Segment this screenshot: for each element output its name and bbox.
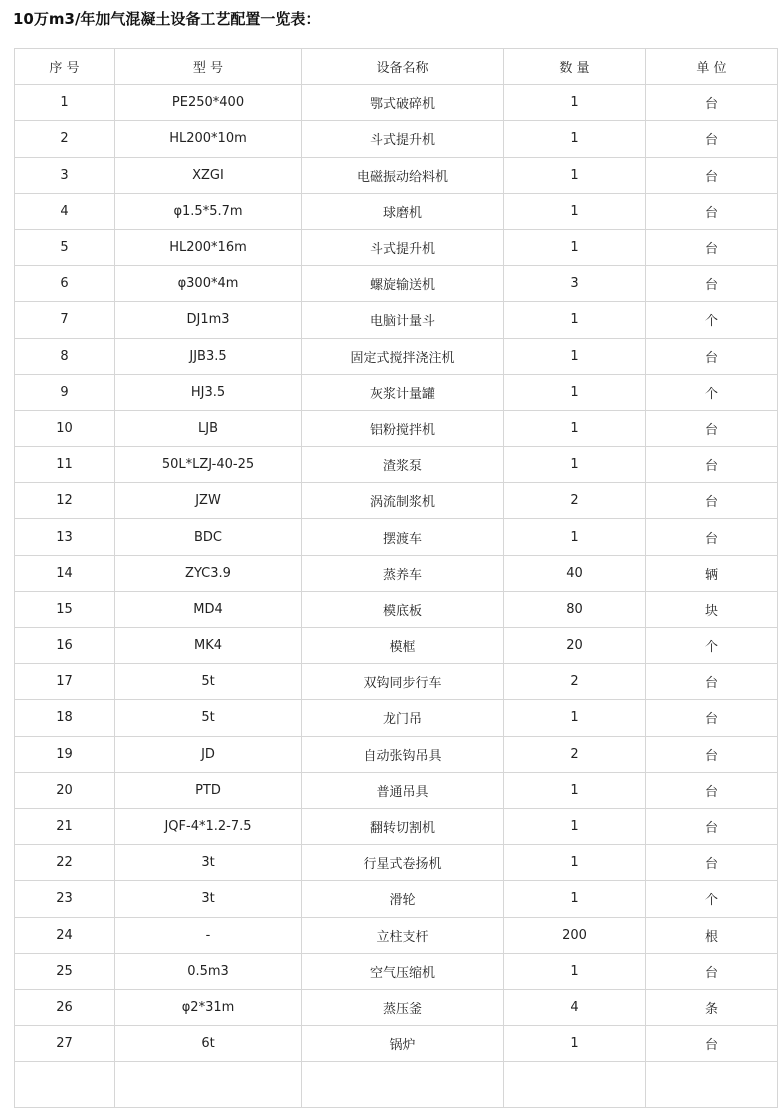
- cell-quantity: 1: [504, 845, 646, 881]
- cell-model: 0.5m3: [115, 953, 302, 989]
- cell-model: JZW: [115, 483, 302, 519]
- cell-quantity: 80: [504, 591, 646, 627]
- cell-quantity: 20: [504, 628, 646, 664]
- cell-unit: 台: [646, 1026, 778, 1062]
- cell-unit: 台: [646, 157, 778, 193]
- table-row: [15, 374, 778, 410]
- cell-quantity: 1: [504, 881, 646, 917]
- cell-unit: 台: [646, 193, 778, 229]
- cell-model: PTD: [115, 772, 302, 808]
- table-row: [15, 591, 778, 627]
- cell-unit: 台: [646, 229, 778, 265]
- cell-quantity: 1: [504, 1026, 646, 1062]
- cell-model: -: [115, 917, 302, 953]
- cell-quantity: 1: [504, 953, 646, 989]
- cell-quantity: 1: [504, 193, 646, 229]
- header-cell-model: 型 号: [115, 49, 302, 85]
- cell-index: 23: [15, 881, 115, 917]
- cell-quantity: 1: [504, 700, 646, 736]
- cell-quantity: 1: [504, 808, 646, 844]
- table-row: [15, 229, 778, 265]
- table-row: [15, 808, 778, 844]
- cell-model: φ300*4m: [115, 266, 302, 302]
- equipment-table: [14, 48, 778, 1108]
- cell-equipment-name: 滑轮: [302, 881, 504, 917]
- table-row: [15, 989, 778, 1025]
- cell-index: 13: [15, 519, 115, 555]
- header-cell-quantity: 数 量: [504, 49, 646, 85]
- cell-equipment-name: 行星式卷扬机: [302, 845, 504, 881]
- cell-quantity: 1: [504, 229, 646, 265]
- cell-equipment-name: 龙门吊: [302, 700, 504, 736]
- table-row: [15, 121, 778, 157]
- table-row: [15, 555, 778, 591]
- cell-model: 5t: [115, 664, 302, 700]
- cell-equipment-name: 摆渡车: [302, 519, 504, 555]
- cell-index: 20: [15, 772, 115, 808]
- cell-equipment-name: 自动张钩吊具: [302, 736, 504, 772]
- cell-unit: 块: [646, 591, 778, 627]
- table-row: [15, 410, 778, 446]
- cell-model: 50L*LZJ-40-25: [115, 447, 302, 483]
- table-row: [15, 845, 778, 881]
- cell-model: MD4: [115, 591, 302, 627]
- table-row: [15, 85, 778, 121]
- cell-model: JJB3.5: [115, 338, 302, 374]
- cell-quantity: 1: [504, 374, 646, 410]
- cell-unit: 台: [646, 483, 778, 519]
- cell-equipment-name: 锅炉: [302, 1026, 504, 1062]
- cell-index: 4: [15, 193, 115, 229]
- cell-index: 14: [15, 555, 115, 591]
- cell-quantity: 1: [504, 85, 646, 121]
- cell-unit: 台: [646, 85, 778, 121]
- cell-quantity: 3: [504, 266, 646, 302]
- cell-index: 27: [15, 1026, 115, 1062]
- cell-equipment-name: 普通吊具: [302, 772, 504, 808]
- cell-model: 5t: [115, 700, 302, 736]
- cell-equipment-name: 鄂式破碎机: [302, 85, 504, 121]
- cell-unit: 个: [646, 302, 778, 338]
- cell-quantity: 1: [504, 519, 646, 555]
- table-row: [15, 881, 778, 917]
- table-row: [15, 1026, 778, 1062]
- table-row: [15, 447, 778, 483]
- cell-unit: 台: [646, 664, 778, 700]
- cell-model: 3t: [115, 845, 302, 881]
- cell-equipment-name: 双钩同步行车: [302, 664, 504, 700]
- table-row: [15, 736, 778, 772]
- cell-index: 15: [15, 591, 115, 627]
- cell-quantity: 1: [504, 338, 646, 374]
- table-row: [15, 193, 778, 229]
- cell-equipment-name: 电磁振动给料机: [302, 157, 504, 193]
- cell-equipment-name: 模框: [302, 628, 504, 664]
- cell-quantity: 1: [504, 772, 646, 808]
- cell-quantity: 200: [504, 917, 646, 953]
- cell-equipment-name: 蒸压釜: [302, 989, 504, 1025]
- cell-index: 1: [15, 85, 115, 121]
- cell-unit: 个: [646, 628, 778, 664]
- cell-quantity: 1: [504, 157, 646, 193]
- cell-unit: 台: [646, 410, 778, 446]
- cell-equipment-name: 铝粉搅拌机: [302, 410, 504, 446]
- cell-unit: 台: [646, 266, 778, 302]
- table-row: [15, 772, 778, 808]
- cell-equipment-name: 球磨机: [302, 193, 504, 229]
- cell-equipment-name: 斗式提升机: [302, 229, 504, 265]
- cell-model: DJ1m3: [115, 302, 302, 338]
- cell-model: φ2*31m: [115, 989, 302, 1025]
- cell-index: 26: [15, 989, 115, 1025]
- table-header-row: [15, 49, 778, 85]
- cell-index: 12: [15, 483, 115, 519]
- cell-index: 21: [15, 808, 115, 844]
- cell-index: 8: [15, 338, 115, 374]
- cell-quantity: 1: [504, 410, 646, 446]
- table-row: [15, 917, 778, 953]
- header-cell-index: 序 号: [15, 49, 115, 85]
- cell-quantity: 2: [504, 736, 646, 772]
- table-row: [15, 519, 778, 555]
- cell-index: 22: [15, 845, 115, 881]
- table-row: [15, 953, 778, 989]
- table-body: [15, 49, 778, 1108]
- cell-model: BDC: [115, 519, 302, 555]
- page-title: 10万m3/年加气混凝土设备工艺配置一览表：: [13, 10, 321, 28]
- cell-equipment-name: 固定式搅拌浇注机: [302, 338, 504, 374]
- table-row: [15, 483, 778, 519]
- cell-equipment-name: 空气压缩机: [302, 953, 504, 989]
- cell-quantity: 1: [504, 302, 646, 338]
- cell-model: HJ3.5: [115, 374, 302, 410]
- cell-unit: 台: [646, 953, 778, 989]
- table-row: [15, 628, 778, 664]
- cell-unit: 台: [646, 772, 778, 808]
- cell-unit: 条: [646, 989, 778, 1025]
- cell-index: 9: [15, 374, 115, 410]
- cell-equipment-name: 立柱支杆: [302, 917, 504, 953]
- cell-equipment-name: 蒸养车: [302, 555, 504, 591]
- cell-quantity: 1: [504, 447, 646, 483]
- cell-quantity: 40: [504, 555, 646, 591]
- cell-unit: 根: [646, 917, 778, 953]
- cell-quantity: 2: [504, 483, 646, 519]
- cell-index: 18: [15, 700, 115, 736]
- cell-unit: 台: [646, 338, 778, 374]
- cell-unit: 辆: [646, 555, 778, 591]
- cell-equipment-name: 螺旋输送机: [302, 266, 504, 302]
- cell-model: 3t: [115, 881, 302, 917]
- table-row: [15, 664, 778, 700]
- cell-model: HL200*16m: [115, 229, 302, 265]
- cell-model: φ1.5*5.7m: [115, 193, 302, 229]
- cell-index: 17: [15, 664, 115, 700]
- cell-index: 3: [15, 157, 115, 193]
- cell-model: JD: [115, 736, 302, 772]
- cell-index: 6: [15, 266, 115, 302]
- cell-index: 24: [15, 917, 115, 953]
- cell-unit: 台: [646, 447, 778, 483]
- cell-index: 11: [15, 447, 115, 483]
- cell-unit: 个: [646, 374, 778, 410]
- cell-quantity: 2: [504, 664, 646, 700]
- cell-equipment-name: 翻转切割机: [302, 808, 504, 844]
- cell-unit: 台: [646, 845, 778, 881]
- cell-index: 10: [15, 410, 115, 446]
- cell-model: PE250*400: [115, 85, 302, 121]
- cell-quantity: 4: [504, 989, 646, 1025]
- cell-unit: 个: [646, 881, 778, 917]
- cell-model: MK4: [115, 628, 302, 664]
- cell-equipment-name: 电脑计量斗: [302, 302, 504, 338]
- cell-index: 25: [15, 953, 115, 989]
- cell-equipment-name: 斗式提升机: [302, 121, 504, 157]
- cell-unit: 台: [646, 736, 778, 772]
- cell-model: JQF-4*1.2-7.5: [115, 808, 302, 844]
- table-row: [15, 338, 778, 374]
- header-cell-unit: 单 位: [646, 49, 778, 85]
- cell-equipment-name: 模底板: [302, 591, 504, 627]
- cell-model: 6t: [115, 1026, 302, 1062]
- cell-unit: 台: [646, 121, 778, 157]
- table-row: [15, 157, 778, 193]
- cell-model: ZYC3.9: [115, 555, 302, 591]
- cell-index: 7: [15, 302, 115, 338]
- table-row: [15, 700, 778, 736]
- cell-index: 5: [15, 229, 115, 265]
- cell-index: 2: [15, 121, 115, 157]
- cell-equipment-name: 灰浆计量罐: [302, 374, 504, 410]
- cell-unit: 台: [646, 808, 778, 844]
- cell-unit: 台: [646, 700, 778, 736]
- cell-quantity: 1: [504, 121, 646, 157]
- cell-model: XZGI: [115, 157, 302, 193]
- header-cell-equipment-name: 设备名称: [302, 49, 504, 85]
- cell-equipment-name: 渣浆泵: [302, 447, 504, 483]
- cell-model: HL200*10m: [115, 121, 302, 157]
- table-row: [15, 302, 778, 338]
- cell-unit: 台: [646, 519, 778, 555]
- table-row: [15, 266, 778, 302]
- cell-index: 19: [15, 736, 115, 772]
- cell-equipment-name: 涡流制浆机: [302, 483, 504, 519]
- cell-model: LJB: [115, 410, 302, 446]
- cell-index: 16: [15, 628, 115, 664]
